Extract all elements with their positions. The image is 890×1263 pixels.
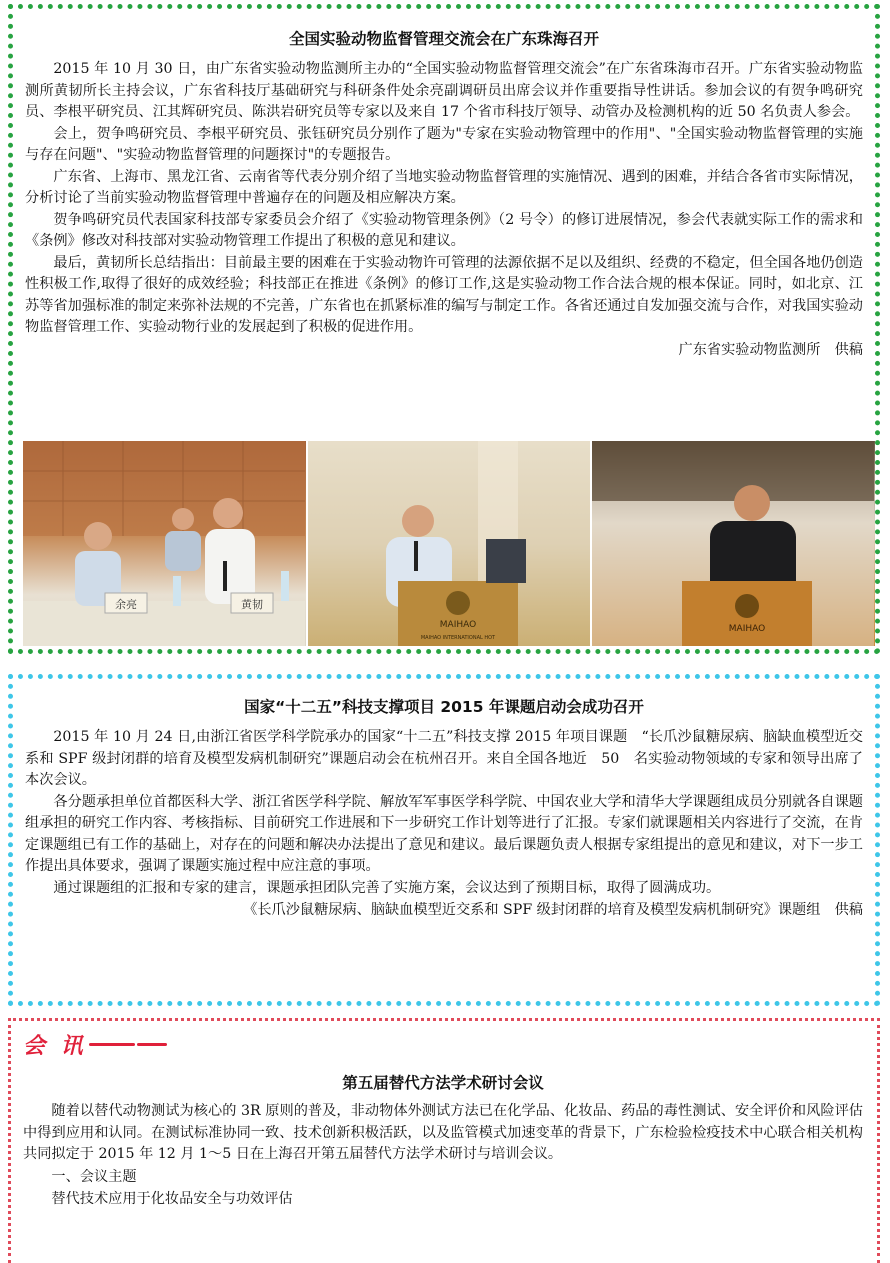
speaker-scene <box>308 441 590 646</box>
article-frame-3 <box>8 1018 880 1263</box>
article-body-2 <box>25 695 863 921</box>
subheading: 一、会议主题 <box>51 1168 137 1185</box>
paragraph: 广东省、上海市、黑龙江省、云南省等代表分别介绍了当地实验动物监督管理的实施情况、遇到的困难，并结合各省市实际情况，分析讨论了当前实验动物监督管理中普遍存在的问题及相应解决方案。 <box>25 168 863 206</box>
paragraph: 2015 年 10 月 30 日，由广东省实验动物监测所主办的“全国实验动物监督管理交流会”在广东省珠海市召开。广东省实验动物监测所黄韧所长主持会议，广东省科技厅基础研究与科研条件处余亮副调研员出席会议并作重要指导性讲话。参加会议的有贺争鸣研究员、李根平研究员、江其辉研究员、陈洪岩研究员等专家以及来自 17 个省市科技厅领导、动管办及检测机构的近 50 名负责人参会。 <box>25 61 863 120</box>
lectern-logo-text: MAIHAO <box>439 620 476 630</box>
audience-scene <box>23 441 305 646</box>
lectern-sub-text: MAIHAO INTERNATIONAL HOT <box>420 635 495 641</box>
article-title: 国家“十二五”科技支撑项目 2015 年课题启动会成功召开 <box>244 698 644 716</box>
paragraph: 通过课题组的汇报和专家的建言，课题承担团队完善了实施方案，会议达到了预期目标，取得了圆满成功。 <box>53 879 721 896</box>
paragraph: 贺争鸣研究员代表国家科技部专家委员会介绍了《实验动物管理条例》（2 号令）的修订进展情况，参会代表就实际工作的需求和《条例》修改对科技部对实验动物管理工作提出了积极的意见和建议。 <box>25 211 863 249</box>
section-header <box>23 1029 863 1059</box>
article-frame-1 <box>8 4 880 654</box>
section-dash <box>137 1043 167 1046</box>
paragraph: 最后，黄韧所长总结指出：目前最主要的困难在于实验动物许可管理的法源依据不足以及组织、经费的不稳定，但全国各地仍创造性积极工作,取得了很好的成效经验；科技部正在推进《条例》的修订工作,这是实验动物工作合法合规的根本保证。同时，如北京、江苏等省加强标准的制定来弥补法规的不完善，广东省也在抓紧标准的编写与制定工作。各省还通过自发加强交流与合作，对我国实验动物监督管理工作、实验动物行业的发展起到了积极的促进作用。 <box>25 254 863 335</box>
article-frame-2 <box>8 674 880 1006</box>
article-credit: 《长爪沙鼠糖尿病、脑缺血模型近交系和 SPF 级封闭群的培育及模型发病机制研究》课题组 供稿 <box>243 902 863 918</box>
article-credit: 广东省实验动物监测所 供稿 <box>678 341 863 358</box>
article-title: 第五届替代方法学术研讨会议 <box>342 1074 544 1092</box>
theme-text: 替代技术应用于化妆品安全与功效评估 <box>51 1190 293 1207</box>
article-body-1 <box>25 27 863 361</box>
name-card-text: 余亮 <box>115 598 137 611</box>
section-label: 会 讯 <box>23 1033 87 1059</box>
meeting-photo-chair <box>592 441 875 646</box>
paragraph: 2015 年 10 月 24 日,由浙江省医学科学院承办的国家“十二五”科技支撑 2015 年项目课题 “长爪沙鼠糖尿病、脑缺血模型近交系和 SPF 级封闭群的培育及模型发病机制研究”课题启动会在杭州召开。来自全国各地近 50 名实验动物领域的专家和领导出席了本次会议。 <box>25 729 863 788</box>
meeting-photo-speaker <box>308 441 591 646</box>
meeting-photo-audience <box>23 441 306 646</box>
lectern-logo-text: MAIHAO <box>729 624 766 634</box>
article-title: 全国实验动物监督管理交流会在广东珠海召开 <box>288 30 599 48</box>
article-body-3 <box>23 1025 863 1210</box>
paragraph: 随着以替代动物测试为核心的 3R 原则的普及，非动物体外测试方法已在化学品、化妆品、药品的毒性测试、安全评价和风险评估中得到应用和认同。在测试标准协同一致、技术创新积极活跃，以及监管模式加速变革的背景下，广东检验检疫技术中心联合相关机构共同拟定于 2015 年 12 月 1～5 日在上海召开第五届替代方法学术研讨与培训会议。 <box>23 1103 863 1162</box>
section-dash <box>89 1043 135 1046</box>
paragraph: 会上，贺争鸣研究员、李根平研究员、张钰研究员分别作了题为"专家在实验动物管理中的作用"、"全国实验动物监督管理的实施与存在问题"、"实验动物监督管理的问题探讨"的专题报告。 <box>25 125 863 163</box>
paragraph: 各分题承担单位首都医科大学、浙江省医学科学院、解放军军事医学科学院、中国农业大学和清华大学课题组成员分别就各自课题组承担的研究工作内容、考核指标、目前研究工作进展和下一步研究工作计划等进行了汇报。专家们就课题相关内容进行了交流，在肯定课题组已有工作的基础上，对存在的问题和解决办法提出了意见和建议。最后课题负责人根据专家组提出的意见和建议，对下一步工作提出具体要求，强调了课题实施过程中应注意的事项。 <box>25 793 863 874</box>
photo-strip <box>23 441 875 646</box>
chair-scene <box>592 441 874 646</box>
name-card-text: 黄韧 <box>241 598 263 611</box>
